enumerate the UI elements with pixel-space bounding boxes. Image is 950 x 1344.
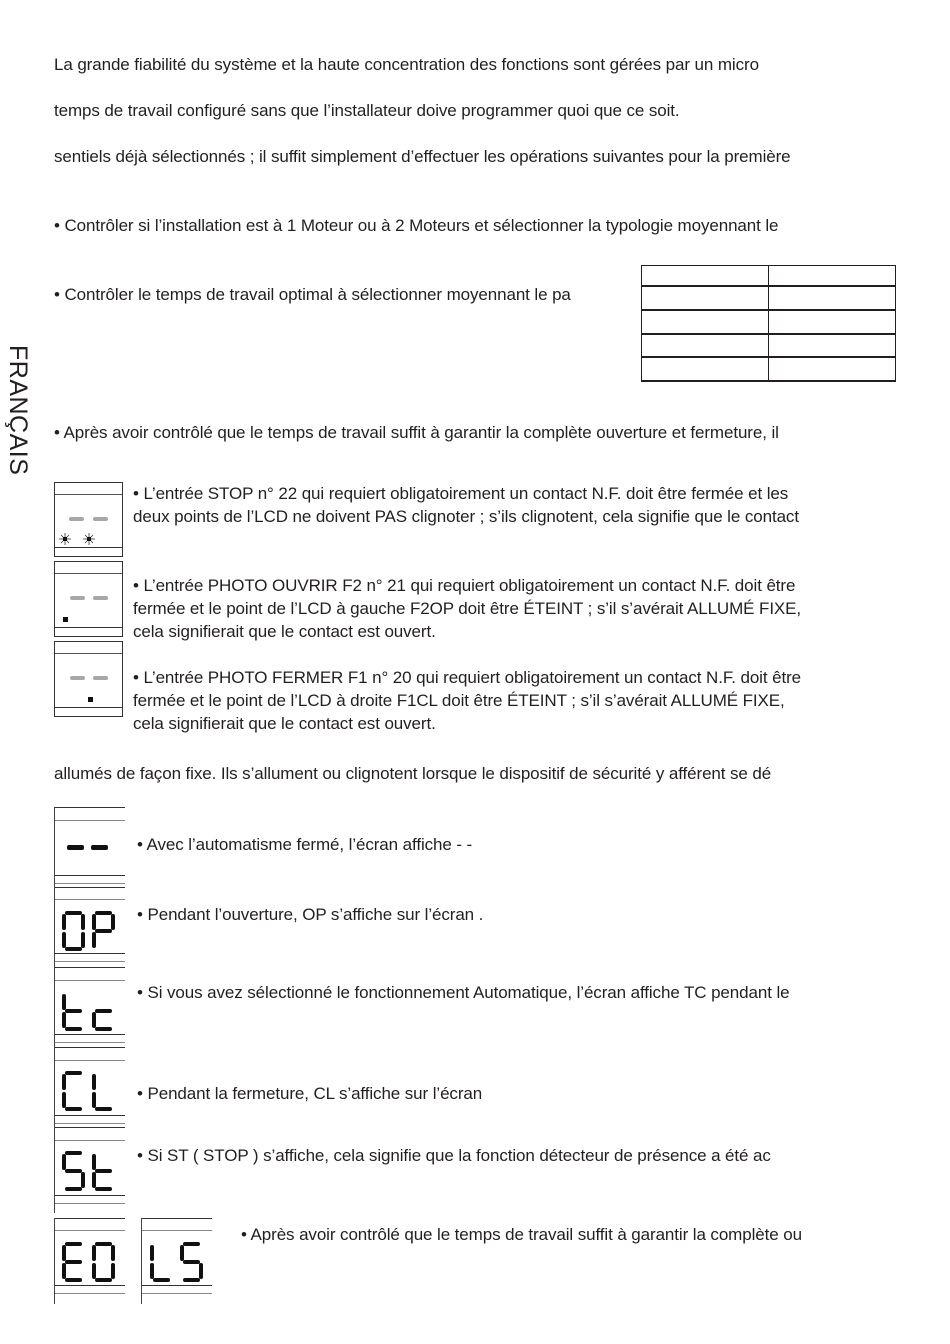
segment-code-e0 [62,1242,120,1282]
lcd-photo-close [54,641,123,717]
table-cell [642,310,769,334]
intro-line-1: La grande fiabilité du système et la haute concentration des fonctions sont gérées par un micro [54,55,759,74]
table-row [642,357,896,381]
display-st-text: • Si ST ( STOP ) s’affiche, cela signifie que la fonction détecteur de présence a été ac [137,1146,771,1165]
blinking-dot-icon [57,531,117,547]
display-closed-text: • Avec l’automatisme fermé, l’écran affiche - - [137,835,473,854]
segment-code-st [62,1151,120,1191]
table-cell [769,286,896,310]
segment-code-op [62,911,120,951]
table-row [642,266,896,287]
input-photo-open-line-3: cela signifierait que le contact est ouvert. [133,622,436,641]
lcd-stop-blink [54,482,123,557]
table-row [642,310,896,334]
input-photo-close-line-1: • L’entrée PHOTO FERMER F1 n° 20 qui requiert obligatoirement un contact N.F. doit être [133,668,801,687]
safety-note: allumés de façon fixe. Ils s’allument ou clignotent lorsque le dispositif de sécurité y afférent se dé [54,764,772,783]
lcd-display-ls [141,1218,212,1304]
lcd-dot-left [63,617,68,622]
table-cell [642,334,769,358]
lcd-display-e0 [54,1218,125,1304]
display-tc-text: • Si vous avez sélectionné le fonctionnement Automatique, l’écran affiche TC pendant le [137,983,790,1002]
segment-code-cl [62,1071,120,1111]
table-cell [769,266,896,287]
segment-code-ls [150,1242,208,1282]
lcd-display-tc [54,967,125,1053]
segment-code-tc [62,991,120,1031]
step-work-time: • Contrôler le temps de travail optimal à sélectionner moyennant le pa [54,285,571,304]
lcd-dash [70,676,85,680]
display-op-text: • Pendant l’ouverture, OP s’affiche sur l’écran . [137,905,484,924]
work-time-table [641,265,896,382]
table-cell [642,286,769,310]
input-photo-close-line-2: fermée et le point de l’LCD à droite F1CL doit être ÉTEINT ; s’il s’avérait ALLUMÉ FIXE, [133,691,785,710]
lcd-display-st [54,1127,125,1213]
table-row [642,286,896,310]
language-side-label: FRANÇAIS [4,345,32,476]
table-cell [769,310,896,334]
input-stop-line-1: • L’entrée STOP n° 22 qui requiert obligatoirement un contact N.F. doit être fermée et les [133,484,789,503]
table-cell [769,334,896,358]
input-photo-open-line-1: • L’entrée PHOTO OUVRIR F2 n° 21 qui requiert obligatoirement un contact N.F. doit être [133,576,796,595]
lcd-dot-right [88,697,93,702]
step-after-check: • Après avoir contrôlé que le temps de travail suffit à garantir la complète ouverture et fermeture, il [54,423,779,442]
lcd-display-cl [54,1047,125,1133]
lcd-dash [69,517,84,521]
lcd-dash [93,517,108,521]
display-e0-ls-text: • Après avoir contrôlé que le temps de travail suffit à garantir la complète ou [241,1225,802,1244]
intro-line-3: sentiels déjà sélectionnés ; il suffit simplement d’effectuer les opérations suivantes pour la première [54,147,791,166]
lcd-photo-open [54,561,123,637]
input-stop-line-2: deux points de l’LCD ne doivent PAS clignoter ; s’ils clignotent, cela signifie que le contact [133,507,799,526]
intro-line-2: temps de travail configuré sans que l’installateur doive programmer quoi que ce soit. [54,101,680,120]
lcd-dash [93,596,108,600]
table-row [642,334,896,358]
table-cell [642,357,769,381]
lcd-dash [70,596,85,600]
display-cl-text: • Pendant la fermeture, CL s’affiche sur l’écran [137,1084,483,1103]
lcd-display-closed [54,807,125,893]
step-motors: • Contrôler si l’installation est à 1 Moteur ou à 2 Moteurs et sélectionner la typologie moyennant le [54,216,779,235]
table-cell [642,266,769,287]
lcd-dash [93,676,108,680]
lcd-display-op [54,887,125,973]
table-cell [769,357,896,381]
input-photo-close-line-3: cela signifierait que le contact est ouvert. [133,714,436,733]
input-photo-open-line-2: fermée et le point de l’LCD à gauche F2OP doit être ÉTEINT ; s’il s’avérait ALLUMÉ FIXE, [133,599,802,618]
